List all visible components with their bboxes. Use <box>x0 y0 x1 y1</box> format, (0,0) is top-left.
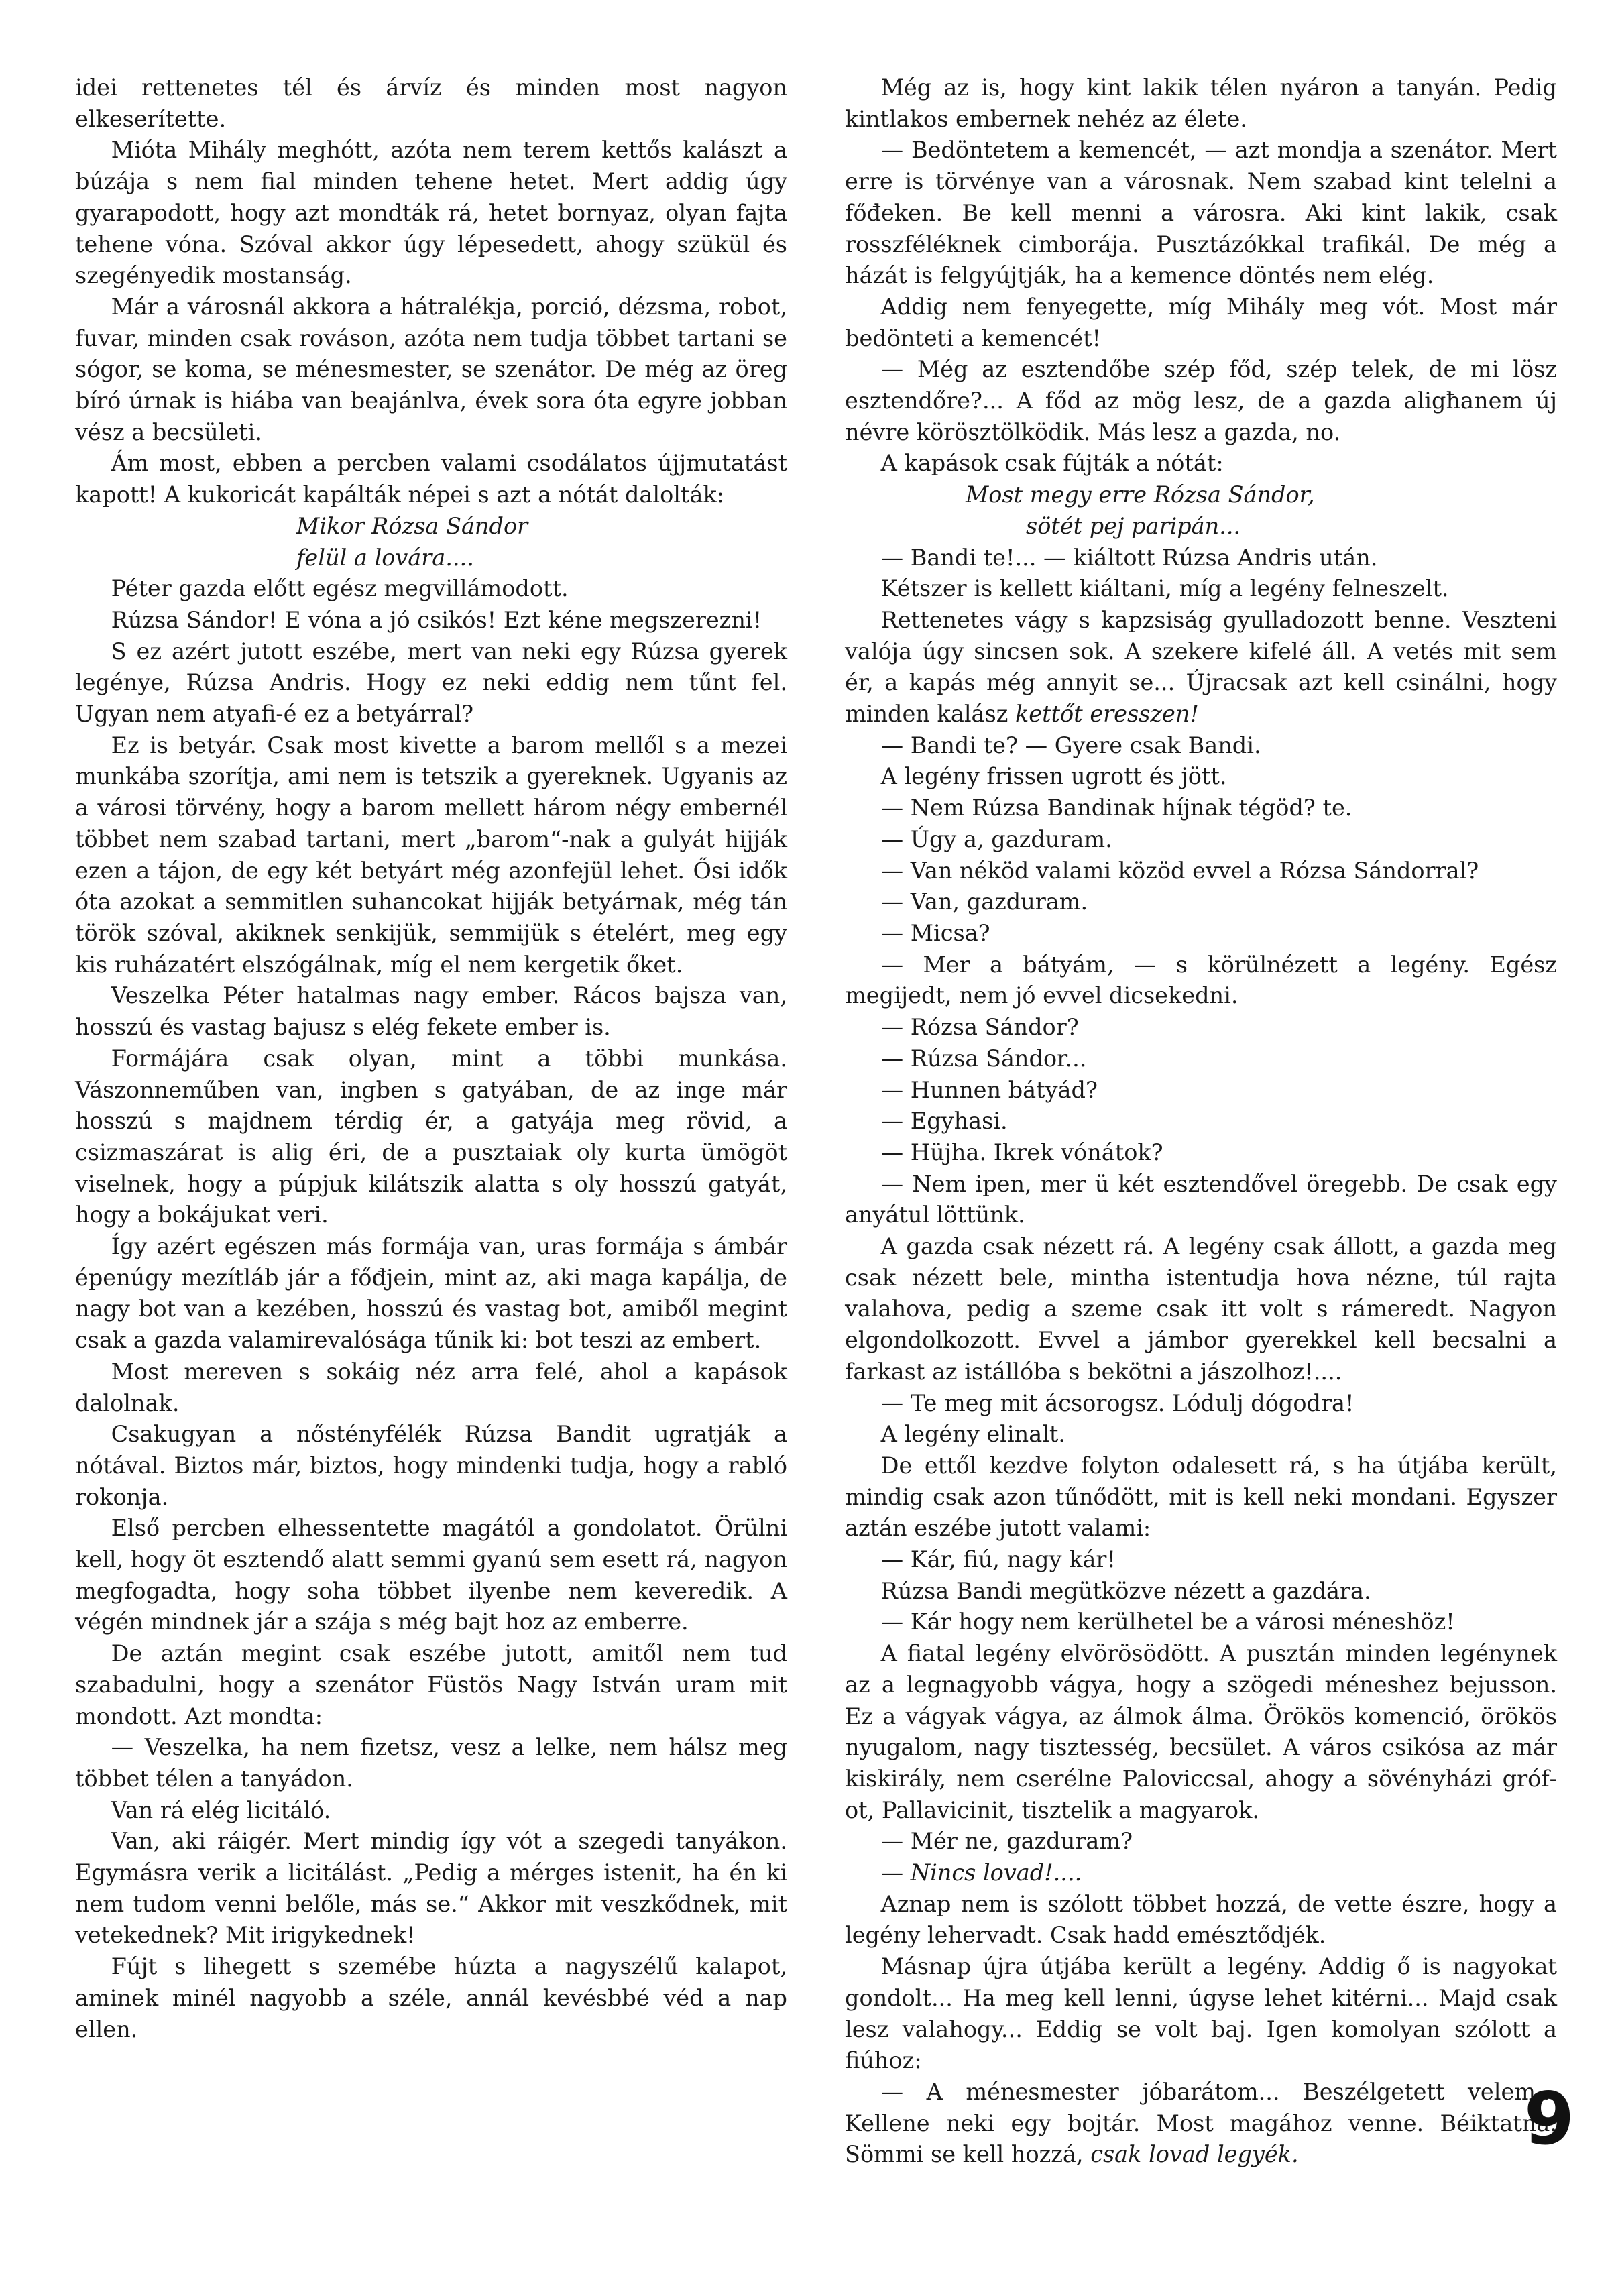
paragraph: Rúzsa Bandi megütközve nézett a gazdára. <box>880 1577 1371 1604</box>
paragraph: Csakugyan a nőstényfélék Rúzsa Bandit ugratják a nótával. Biztos már, biztos, hogy mindenki tudja, hogy a rabló rokonja. <box>75 1421 787 1510</box>
paragraph: Első percben elhessentette magától a gondolatot. Örülni kell, hogy öt esztendő alatt semmi gyanú sem esett rá, nagyon megfogadta, hogy soha többet ilyenbe nem keveredik. A végén mindnek jár a szája s még bajt hoz az emberre. <box>75 1515 787 1635</box>
paragraph: Rettenetes vágy s kapzsiság gyulladozott benne. Veszteni valója úgy sincsen sok. A szekere kifelé áll. A vetés mit sem ér, a kapás még annyit se... Újracsak azt kell csinálni, hogy minden kalász kettőt eresszen! <box>845 606 1557 728</box>
paragraph: Mióta Mihály meghótt, azóta nem terem kettős kalászt a búzája s nem fial minden tehene hetet. Mert addig úgy gyarapodott, hogy azt mondták rá, hetet bornyaz, olyan fajta tehene vóna. Szóval akkor úgy lépesedett, ahogy szükül és szegényedik mostanság. <box>75 137 787 289</box>
paragraph: — Bedöntetem a kemencét, — azt mondja a szenátor. Mert erre is törvénye van a városnak. Nem szabad kint telelni a főđeken. Be kell menni a városra. Aki kint lakik, csak rosszféléknek cimborája. Pusztázókkal trafikál. De még a házát is felgyújtják, ha a kemence döntés nem elég. <box>845 137 1557 289</box>
paragraph: — Rózsa Sándor? <box>880 1014 1079 1041</box>
right-text-column <box>845 72 1557 2171</box>
paragraph: — Hüjha. Ikrek vónátok? <box>880 1139 1163 1165</box>
paragraph: — Kár hogy nem kerülhetel be a városi méneshöz! <box>880 1609 1455 1635</box>
paragraph: Fújt s lihegett s szemébe húzta a nagyszélű kalapot, aminek minél nagyobb a széle, annál kevésbbé véd a nap ellen. <box>75 1953 787 2043</box>
verse-line: sötét pej paripán... <box>1026 512 1241 539</box>
paragraph: Kétszer is kellett kiáltani, míg a legény felneszelt. <box>880 575 1449 602</box>
paragraph: — Mer a bátyám, — s körülnézett a legény. Egész megijedt, nem jó evvel dicsekedni. <box>845 951 1557 1009</box>
paragraph: Így azért egészen más formája van, uras formája s ámbár épenúgy mezítláb jár a főđjein, mint az, aki maga kapálja, de nagy bot van a kezében, hosszú és vastag bot, amiből megint csak a gazda valamirevalósága tűnik ki: bot teszi az embert. <box>75 1233 787 1354</box>
paragraph: De aztán megint csak eszébe jutott, amitől nem tud szabadulni, hogy a szenátor Füstös Nagy István uram mit mondott. Azt mondta: <box>75 1640 787 1729</box>
paragraph: Másnap újra útjába került a legény. Addig ő is nagyokat gondolt... Ha meg kell lenni, úgyse lehet kitérni... Majd csak lesz valahogy... Eddig se volt baj. Igen komolyan szólott a fiúhoz: <box>845 1953 1557 2074</box>
paragraph: — Egyhasi. <box>880 1108 1008 1135</box>
paragraph: — Nem Rúzsa Bandinak híjnak tégöd? te. <box>880 795 1352 821</box>
paragraph: De ettől kezdve folyton odalesett rá, s ha útjába került, mindig csak azon tűnődött, mit is kell neki mondani. Egyszer aztán eszébe jutott valami: <box>845 1452 1557 1542</box>
paragraph: S ez azért jutott eszébe, mert van neki egy Rúzsa gyerek legénye, Rúzsa Andris. Hogy ez neki eddig nem tűnt fel. Ugyan nem atyafi-é ez a betyárral? <box>75 638 787 728</box>
paragraph: Péter gazda előtt egész megvillámodott. <box>111 575 569 602</box>
paragraph: — Nincs lovad!.... <box>880 1859 1082 1886</box>
paragraph: — Hunnen bátyád? <box>880 1076 1098 1103</box>
paragraph: Rúzsa Sándor! E vóna a jó csikós! Ezt kéne megszerezni! <box>111 606 762 633</box>
paragraph: — Bandi te? — Gyere csak Bandi. <box>880 732 1261 758</box>
paragraph: Van, aki ráigér. Mert mindig így vót a szegedi tanyákon. Egymásra verik a licitálást. „Pedig a mérges istenit, ha én ki nem tudom venni belőle, más se.“ Akkor mit veszkődnek, mit vetekednek? Mit irigykednek! <box>75 1828 787 1949</box>
paragraph: Van rá elég licitáló. <box>111 1796 331 1823</box>
paragraph: — A ménesmester jóbarátom... Beszélgetett velem... Kellene neki egy bojtár. Most magához venne. Béiktatna. Sömmi se kell hozzá, csak lovad legyék. <box>845 2079 1557 2168</box>
paragraph: Még az is, hogy kint lakik télen nyáron a tanyán. Pedig kintlakos embernek nehéz az élete. <box>845 74 1557 132</box>
paragraph: Veszelka Péter hatalmas nagy ember. Rácos bajsza van, hosszú és vastag bajusz s elég fekete ember is. <box>75 982 787 1041</box>
verse-line: felül a lovára.... <box>296 544 474 571</box>
paragraph: Ám most, ebben a percben valami csodálatos újjmutatást kapott! A kukoricát kapálták népei s azt a nótát dalolták: <box>75 450 787 508</box>
verse-line: Most megy erre Rózsa Sándor, <box>966 481 1315 508</box>
paragraph: Most mereven s sokáig néz arra felé, ahol a kapások dalolnak. <box>75 1358 787 1416</box>
left-text-column <box>75 72 787 2045</box>
paragraph: Formájára csak olyan, mint a többi munkása. Vászonneműben van, ingben s gatyában, de az inge már hosszú s majdnem térdig ér, a gatyája meg rövid, a csizmaszárat is alig éri, de a pusztaiak oly kurta ümögöt viselnek, hogy a púpjuk kilátszik alatta s oly hosszú gatyát, hogy a bokájukat veri. <box>75 1045 787 1228</box>
paragraph: — Bandi te!... — kiáltott Rúzsa Andris után. <box>880 544 1378 571</box>
paragraph: idei rettenetes tél és árvíz és minden most nagyon elkeserítette. <box>75 74 787 132</box>
paragraph: Ez is betyár. Csak most kivette a barom mellől s a mezei munkába szorítja, ami nem is tetszik a gyereknek. Ugyanis az a városi törvény, hogy a barom mellett három négy embernél többet nem szabad tartani, mert „barom“-nak a gulyát hijják ezen a tájon, de egy két betyárt még azonfejül lehet. Ősi idők óta azokat a semmitlen suhancokat hijják betyárnak, még tán török szóval, akiknek senkijük, semmijük s ételért, meg egy kis ruházatért elszógálnak, míg el nem kergetik őket. <box>75 732 787 978</box>
paragraph: A fiatal legény elvörösödött. A pusztán minden legénynek az a legnagyobb vágya, hogy a szögedi méneshez bejusson. Ez a vágyak vágya, az álmok álma. Örökös komenció, örökös nyugalom, nagy tisztesség, becsület. A város csikósa az már kiskirály, nem cserélne Paloviccsal, ahogy a sövényházi grófot, Pallavicinit, tisztelik a magyarok. <box>845 1640 1557 1823</box>
verse-line: Mikor Rózsa Sándor <box>296 512 528 539</box>
paragraph: A legény elinalt. <box>880 1421 1066 1448</box>
paragraph: — Kár, fiú, nagy kár! <box>880 1546 1116 1573</box>
paragraph: — Van, gazduram. <box>880 888 1088 915</box>
paragraph: — Te meg mit ácsorogsz. Lódulj dógodra! <box>880 1389 1354 1416</box>
paragraph: — Rúzsa Sándor... <box>880 1045 1087 1072</box>
paragraph: A kapások csak fújták a nótát: <box>880 450 1224 477</box>
paragraph: Aznap nem is szólott többet hozzá, de vette észre, hogy a legény lehervadt. Csak hadd emésztődjék. <box>845 1890 1557 1949</box>
paragraph: — Még az esztendőbe szép főd, szép telek, de mi lösz esztendőre?... A főd az mög lesz, de a gazda aligħanem új névre körösztölködik. Más lesz a gazda, no. <box>845 356 1557 445</box>
paragraph: A gazda csak nézett rá. A legény csak állott, a gazda meg csak nézett bele, mintha istentudja hova nézne, túl rajta valahova, pedig a szeme csak itt volt s rámeredt. Nagyon elgondolkozott. Evvel a jámbor gyerekkel kell becsalni a farkast az istállóba s bekötni a jászolhoz!.... <box>845 1233 1557 1385</box>
paragraph: — Úgy a, gazduram. <box>880 825 1112 852</box>
paragraph: — Veszelka, ha nem fizetsz, vesz a lelke, nem hálsz meg többet télen a tanyádon. <box>75 1734 787 1792</box>
paragraph: Addig nem fenyegette, míg Mihály meg vót. Most már bedönteti a kemencét! <box>845 293 1557 351</box>
paragraph: — Van néköd valami közöd evvel a Rózsa Sándorral? <box>880 857 1479 884</box>
paragraph: A legény frissen ugrott és jött. <box>880 763 1227 790</box>
paragraph: — Mér ne, gazduram? <box>880 1828 1133 1855</box>
page-number: 9 <box>1523 2077 1574 2161</box>
paragraph: — Nem ipen, mer ü két esztendővel öregebb. De csak egy anyátul löttünk. <box>845 1170 1557 1228</box>
paragraph: Már a városnál akkora a hátralékja, porció, dézsma, robot, fuvar, minden csak rováson, azóta nem tudja többet tartani se sógor, se koma, se ménesmester, se szenátor. De még az öreg bíró úrnak is hiába van beajánlva, évek sora óta egyre jobban vész a becsületi. <box>75 293 787 445</box>
paragraph: — Micsa? <box>880 919 990 946</box>
